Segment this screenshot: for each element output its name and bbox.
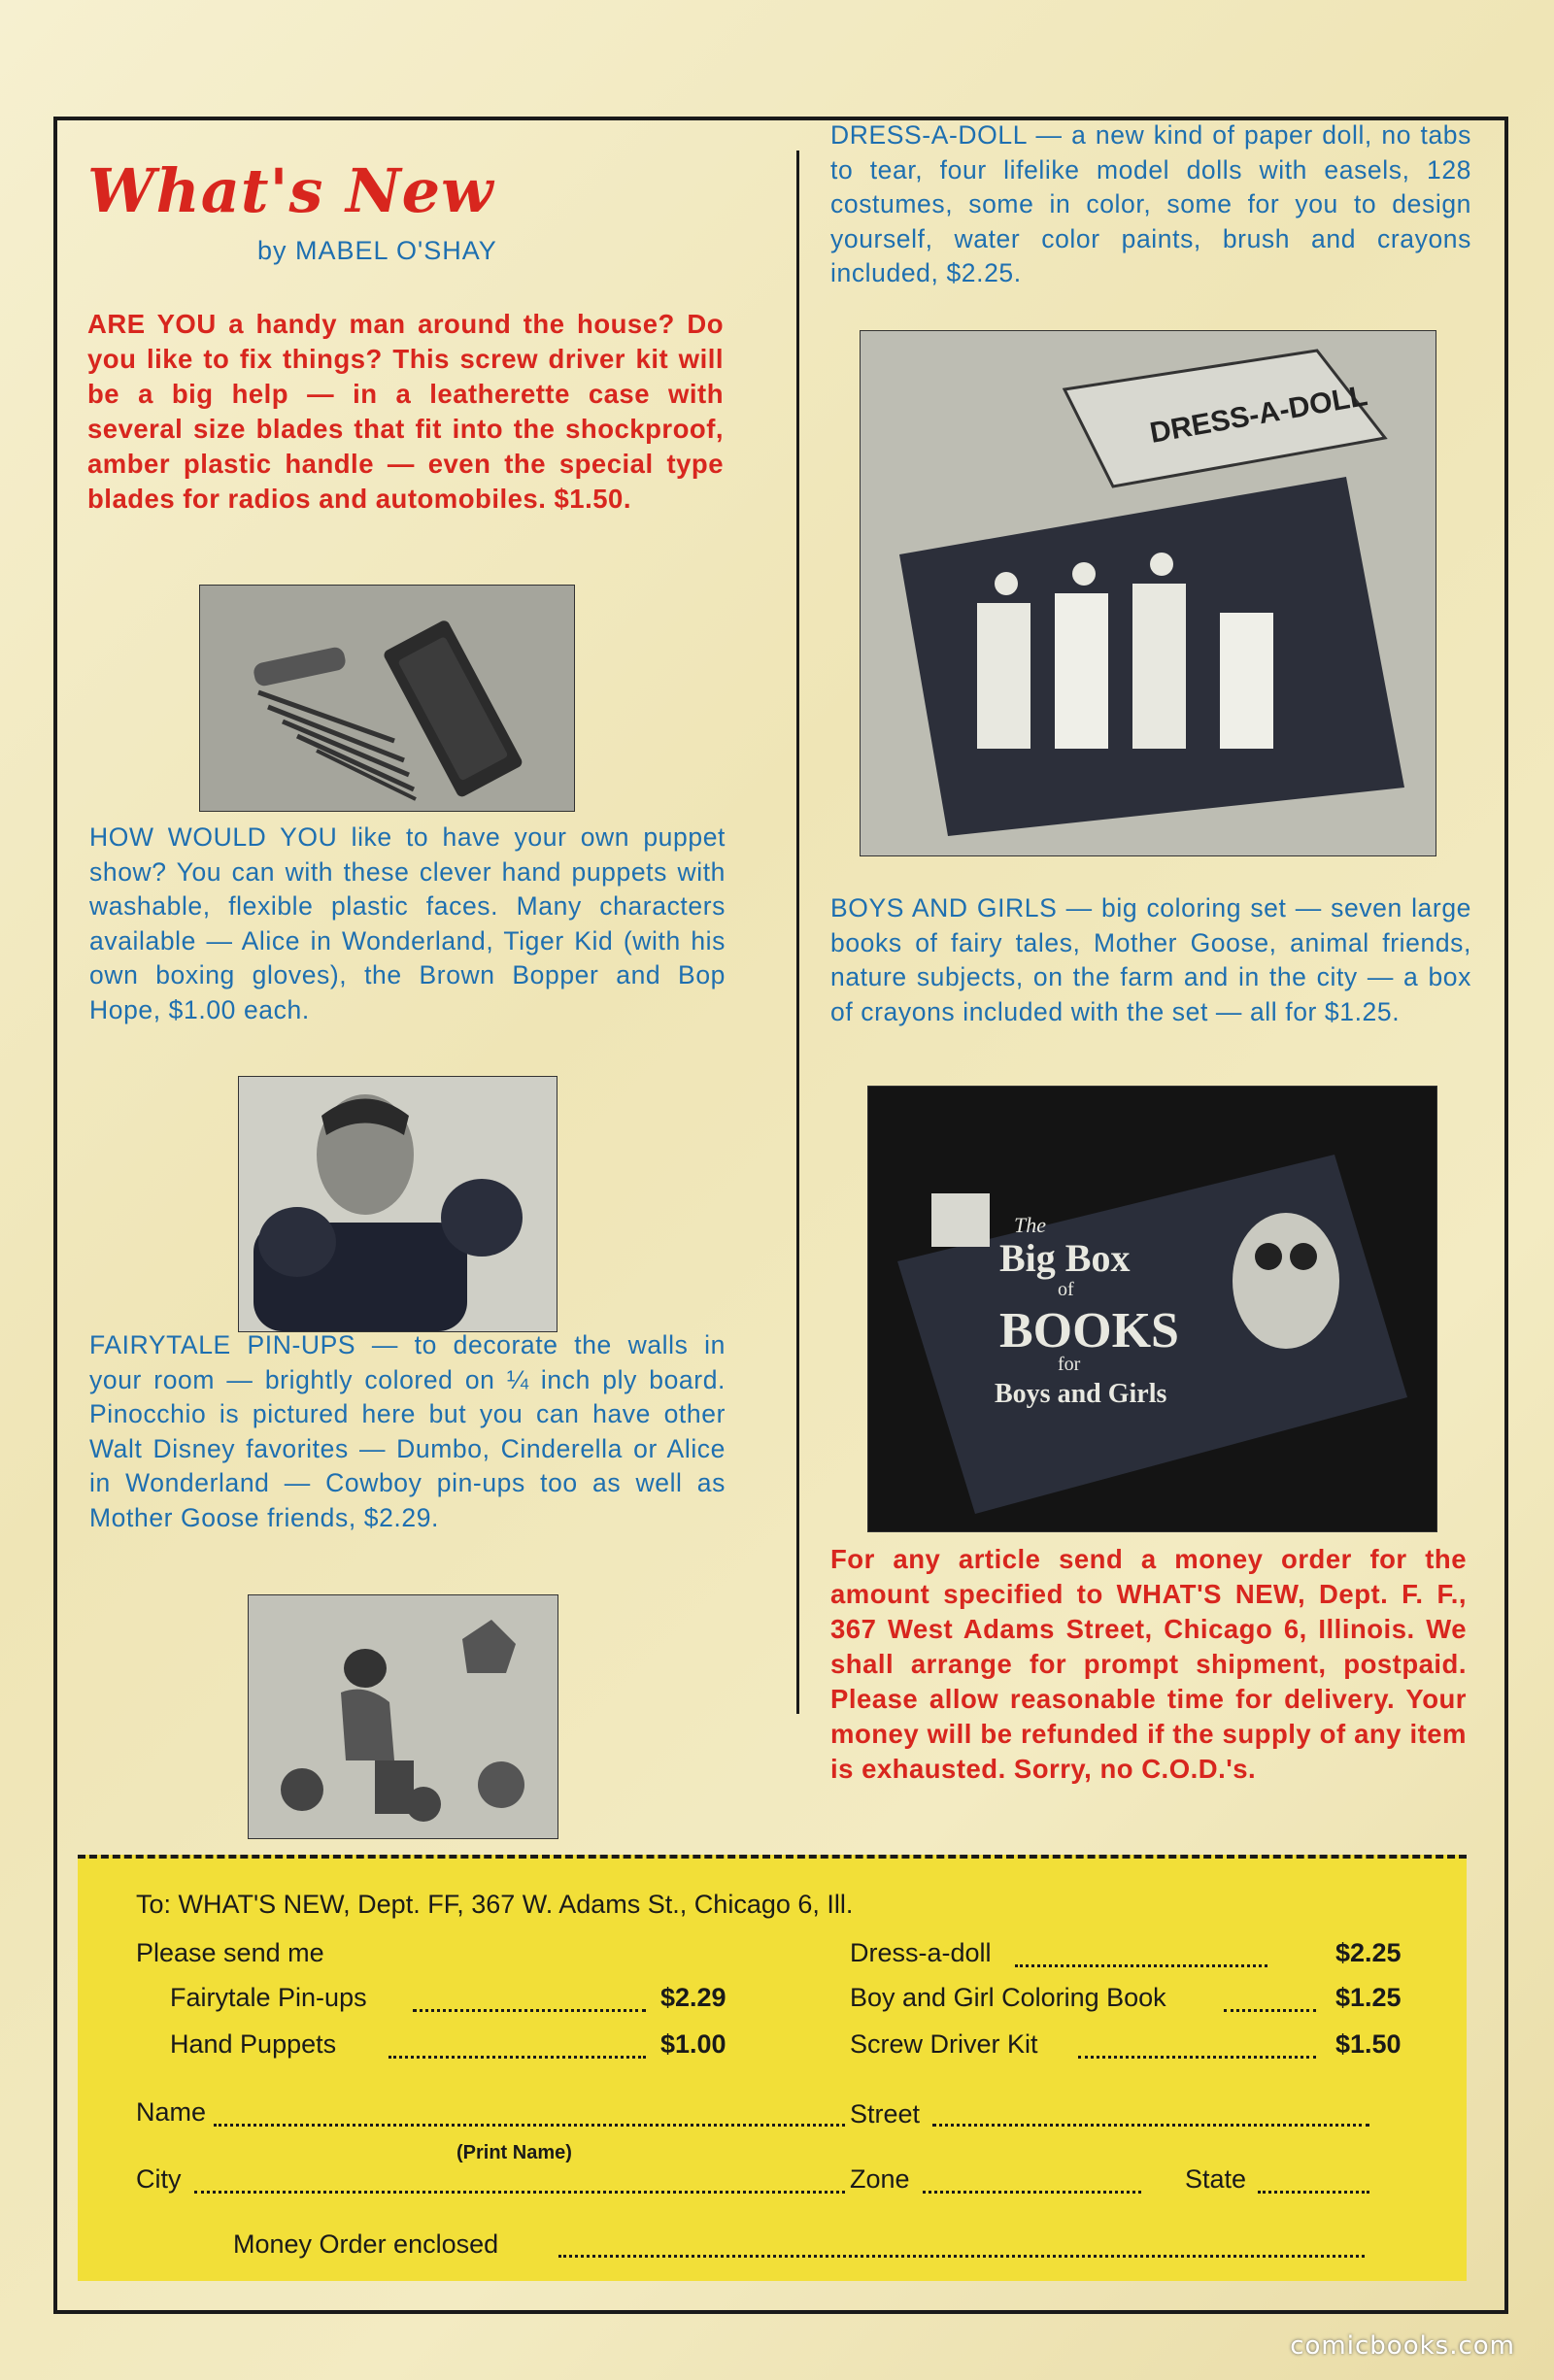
street-label: Street [850, 2099, 921, 2129]
screwdriver-kit-photo [199, 585, 575, 812]
coupon-dots [1078, 2056, 1316, 2059]
price-coloring-book: $1.25 [1335, 1983, 1402, 2012]
pinups-block [89, 1328, 726, 1535]
left-column [87, 155, 733, 517]
byline: by MABEL O'SHAY [257, 236, 497, 265]
coupon-item-coloring-book[interactable]: Boy and Girl Coloring Book [850, 1983, 1166, 2012]
coupon-dots [413, 2009, 646, 2012]
street-field[interactable] [932, 2124, 1369, 2127]
bigbox-the: The [1014, 1213, 1046, 1237]
state-field[interactable] [1258, 2191, 1369, 2194]
zone-field[interactable] [923, 2191, 1141, 2194]
bigbox-title: Big Box [999, 1236, 1131, 1280]
order-instructions: For any article send a money order for the amount specified to WHAT'S NEW, Dept. F. F., 367 West Adams Street, Chicago 6, Illinois. We shall arrange for prompt shipment, postpaid. Please allow reasonable time for delivery. Your money will be refunded if the supply of any item is exhausted. Sorry, no C.O.D.'s. [830, 1544, 1467, 1784]
boxer-puppet-image [239, 1077, 557, 1331]
city-label: City [136, 2164, 182, 2194]
coupon-item-hand-puppets[interactable]: Hand Puppets [170, 2029, 337, 2059]
zone-label: Zone [850, 2164, 910, 2194]
coloring-block [830, 891, 1471, 1029]
puppets-description: like to have your own puppet show? You can with these clever hand puppets with washable, flexible plastic faces. Many characters available — Alice in Wonderland, Tiger Kid (with his own boxing gloves), the Brown Bopper and Bop Hope, $1.00 each. [89, 822, 726, 1024]
dress-a-doll-box-image [861, 331, 1436, 855]
puppets-block [89, 821, 726, 1027]
price-screw-driver-kit: $1.50 [1335, 2029, 1402, 2059]
bigbox-books: BOOKS [999, 1303, 1179, 1358]
order-info-block [830, 1542, 1467, 1787]
coupon-dots [388, 2056, 646, 2059]
coupon-dots [1015, 1964, 1267, 1967]
please-send-label: Please send me [136, 1938, 324, 1967]
puppets-lead: HOW WOULD YOU [89, 822, 338, 852]
city-field[interactable] [194, 2191, 845, 2194]
doll-description: — a new kind of paper doll, no tabs to tear, four lifelike model dolls with easels, 128 costumes, some in color, some for you to design yourself, water color paints, brush and crayons included, $2.25. [830, 120, 1471, 287]
screwdriver-kit-image [200, 586, 574, 811]
pinups-lead: FAIRYTALE PIN-UPS [89, 1330, 356, 1359]
doll-box-label: DRESS-A-DOLL [1147, 380, 1370, 450]
doll-lead: DRESS-A-DOLL [830, 120, 1028, 150]
pinocchio-pinups-photo [248, 1594, 558, 1839]
coupon-address: To: WHAT'S NEW, Dept. FF, 367 W. Adams St., Chicago 6, Ill. [136, 1890, 854, 1919]
coupon-item-dress-a-doll[interactable]: Dress-a-doll [850, 1938, 992, 1967]
bigbox-boys-girls: Boys and Girls [995, 1379, 1167, 1409]
pinups-description: — to decorate the walls in your room — brightly colored on ¼ inch ply board. Pinocchio is pictured here but you can have other Walt Disney favorites — Dumbo, Cinderella or Alice in Wonderland — Cowboy pin-ups too as well as Mother Goose friends, $2.29. [89, 1330, 726, 1532]
money-order-label: Money Order enclosed [233, 2229, 499, 2259]
name-field[interactable] [214, 2124, 845, 2127]
screwdriver-description: ARE YOU a handy man around the house? Do you like to fix things? This screw driver kit will be a big help — in a leatherette case with several size blades that fit into the shockproof, amber plastic handle — even the special type blades for radios and automobiles. $1.50. [87, 309, 724, 514]
state-label: State [1185, 2164, 1247, 2194]
page-title: What's New [87, 155, 494, 226]
coupon-item-screw-driver-kit[interactable]: Screw Driver Kit [850, 2029, 1038, 2059]
price-fairytale-pinups: $2.29 [660, 1983, 726, 2012]
price-hand-puppets: $1.00 [660, 2029, 726, 2059]
big-box-of-books-photo [867, 1086, 1437, 1532]
money-order-field[interactable] [558, 2255, 1365, 2258]
doll-block [830, 118, 1471, 291]
big-box-of-books-image [868, 1087, 1436, 1531]
coupon-dots [1224, 2009, 1316, 2012]
order-coupon [78, 1855, 1467, 2281]
coupon-item-fairytale-pinups[interactable]: Fairytale Pin-ups [170, 1983, 367, 2012]
name-label: Name [136, 2097, 207, 2127]
coloring-description: — big coloring set — seven large books of fairy tales, Mother Goose, animal friends, nature subjects, on the farm and in the city — a box of crayons included with the set — all for $1.25. [830, 893, 1471, 1026]
hand-puppet-photo [238, 1076, 557, 1332]
coloring-lead: BOYS AND GIRLS [830, 893, 1058, 922]
print-name-hint: (Print Name) [456, 2142, 572, 2163]
watermark: comicbooks.com [1290, 2331, 1515, 2361]
pinocchio-cutouts-image [249, 1595, 557, 1838]
bigbox-for: for [1058, 1354, 1081, 1375]
price-dress-a-doll: $2.25 [1335, 1938, 1402, 1967]
bigbox-of: of [1058, 1279, 1074, 1300]
column-divider [796, 151, 799, 1714]
dress-a-doll-photo [860, 330, 1436, 856]
